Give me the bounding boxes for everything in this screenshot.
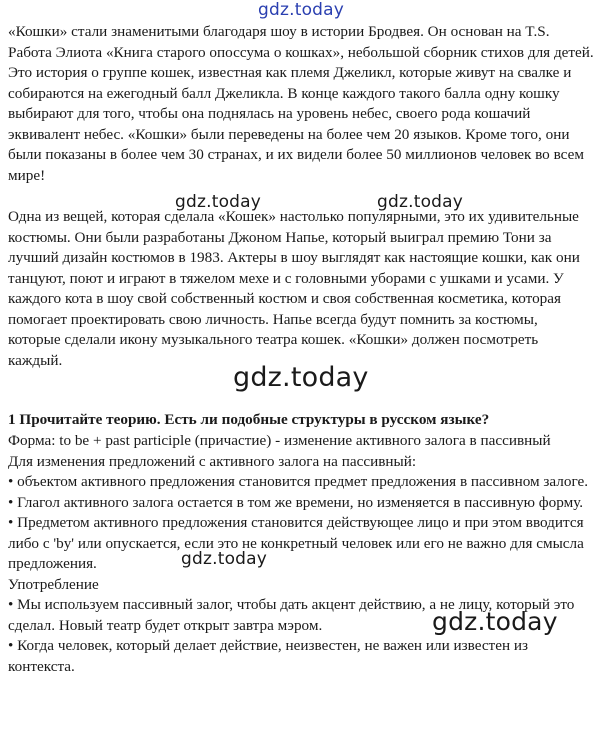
watermark-lower-left: gdz.today [181, 549, 268, 569]
task-heading: 1 Прочитайте теорию. Есть ли подобные структуры в русском языке? [8, 411, 490, 428]
usage-heading: Употребление [8, 575, 99, 593]
reading-paragraph-2: Одна из вещей, которая сделала «Кошек» настолько популярными, это их удивительные костюмы. Они были разработаны Джоном Напье, который выиграл премию Тони за лучший дизайн костюмов в 1983. Актеры в шоу выглядят как настоящие кошки, как они танцуют, поют и играют в тяжелом мехе и с головными уборами с ушками и усами. У каждого кота в шоу свой собственный костюм и своя собственная косметика, которая помогает проектировать свою личность. Напье всегда будут помнить за костюмы, которые сделали икону музыкального театра кошек. «Кошки» должен посмотреть каждый. [8, 208, 580, 369]
usage-rule-2: • Когда человек, который делает действие, неизвестен, не важен или известен из контекста. [8, 637, 528, 675]
watermark-large-center: gdz.today [233, 362, 369, 393]
watermark-mid-right: gdz.today [377, 192, 464, 212]
usage-rule-1: • Мы используем пассивный залог, чтобы дать акцент действию, а не лицу, который это сделал. Новый театр будет открыт завтра мэром. [8, 596, 575, 634]
theory-form-line: Форма: to be + past participle (причастие) - изменение активного залога в пассивный [8, 432, 551, 449]
theory-block [8, 431, 594, 677]
theory-rule-1: • объектом активного предложения становится предмет предложения в пассивном залоге. [8, 473, 589, 490]
watermark-mid-left: gdz.today [175, 192, 262, 212]
reading-paragraph-1: «Кошки» стали знаменитыми благодаря шоу в истории Бродвея. Он основан на T.S. Работа Элиота «Книга старого опоссума о кошках», небольшой сборник стихов для детей. Это история о группе кошек, известная как племя Джеликл, которые живут на свалке и собираются на ежегодный балл Джеликла. В конце каждого такого балла одну кошку выбирают для того, чтобы она поднялась на уровень небес, своего рода кошачий эквивалент небес. «Кошки» были переведены на более чем 20 языков. Кроме того, они были показаны в более чем 30 странах, и их видели более 50 миллионов человек во всем мире! [8, 23, 594, 184]
theory-rule-2: • Глагол активного залога остается в том же времени, но изменяется в пассивную форму. [8, 493, 584, 511]
watermark-top: gdz.today [258, 0, 345, 20]
watermark-lower-right: gdz.today [432, 607, 558, 636]
theory-intro-line: Для изменения предложений с активного залога на пассивный: [8, 452, 417, 470]
theory-rule-3: • Предметом активного предложения становится действующее лицо и при этом вводится либо с 'by' или опускается, если это не конкретный человек или его не важно для смысла предложения. [8, 514, 584, 572]
